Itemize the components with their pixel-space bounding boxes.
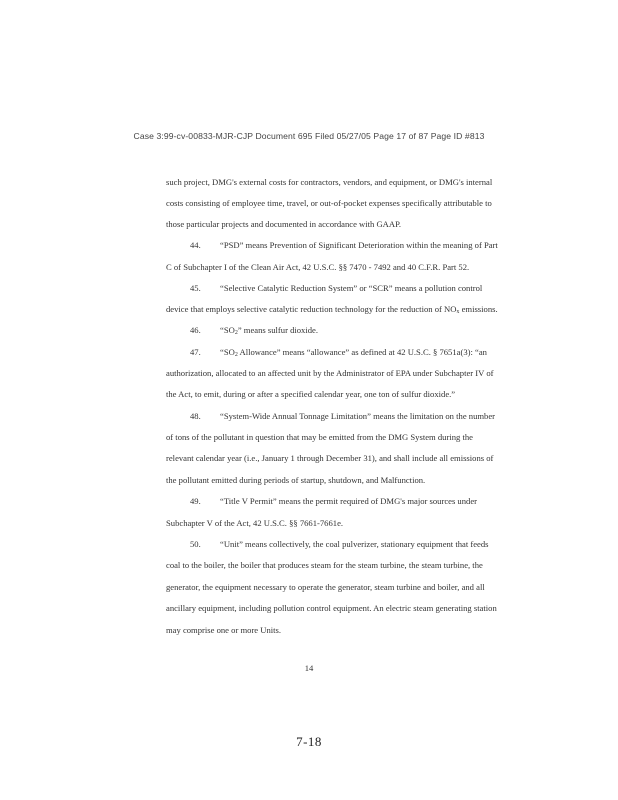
paragraph-45-line-2-text: device that employs selective catalytic reduction technology for the reduction of NO [166, 304, 457, 314]
paragraph-45-line-2-end: emissions. [459, 304, 498, 314]
nox-subscript: x [456, 309, 460, 315]
paragraph-45-line-2 [166, 303, 520, 315]
paragraph-48-line-2: of tons of the pollutant in question that may be emitted from the DMG System during the [166, 432, 473, 442]
exhibit-number: 7-18 [296, 734, 322, 749]
paragraph-47-line-1 [166, 346, 544, 358]
paragraph-50-text: “Unit” means collectively, the coal pulverizer, stationary equipment that feeds [220, 539, 489, 549]
paragraph-46-line-1 [166, 324, 544, 336]
paragraph-48-number: 48. [190, 411, 201, 421]
paragraph-43-line-3: those particular projects and documented in accordance with GAAP. [166, 219, 402, 229]
paragraph-47-text-end: Allowance” means “allowance” as defined at 42 U.S.C. § 7651a(3): “an [237, 347, 487, 357]
paragraph-46-number: 46. [190, 325, 201, 335]
paragraph-44-line-2: C of Subchapter I of the Clean Air Act, 42 U.S.C. §§ 7470 - 7492 and 40 C.F.R. Part 52. [166, 262, 470, 272]
paragraph-46-text: “SO [220, 325, 235, 335]
paragraph-46-text-end: ” means sulfur dioxide. [237, 325, 319, 335]
paragraph-48-line-4: the pollutant emitted during periods of startup, shutdown, and Malfunction. [166, 475, 426, 485]
so2-subscript: 2 [234, 330, 238, 336]
paragraph-50-line-2: coal to the boiler, the boiler that produces steam for the steam turbine, the steam turbine, the [166, 560, 483, 570]
paragraph-49-line-1 [166, 495, 544, 507]
so2-subscript: 2 [234, 352, 238, 358]
paragraph-47-text: “SO [220, 347, 235, 357]
paragraph-47-line-3: the Act, to emit, during or after a specified calendar year, one ton of sulfur dioxide.” [166, 389, 456, 399]
paragraph-49-line-2: Subchapter V of the Act, 42 U.S.C. §§ 7661-7661e. [166, 518, 344, 528]
paragraph-50-line-3: generator, the equipment necessary to operate the generator, steam turbine and boiler, and all [166, 582, 485, 592]
paragraph-48-line-3: relevant calendar year (i.e., January 1 through December 31), and shall include all emissions of [166, 453, 494, 463]
paragraph-50-line-4: ancillary equipment, including pollution control equipment. An electric steam generating station [166, 603, 497, 613]
case-header: Case 3:99-cv-00833-MJR-CJP Document 695 Filed 05/27/05 Page 17 of 87 Page ID #813 [133, 131, 485, 141]
paragraph-50-line-1 [166, 538, 544, 550]
paragraph-44-text: “PSD” means Prevention of Significant Deterioration within the meaning of Part [220, 240, 498, 250]
paragraph-45-number: 45. [190, 283, 201, 293]
paragraph-45-line-1 [166, 282, 544, 294]
paragraph-49-number: 49. [190, 496, 201, 506]
paragraph-48-text: “System-Wide Annual Tonnage Limitation” means the limitation on the number [220, 411, 496, 421]
paragraph-50-line-5: may comprise one or more Units. [166, 625, 282, 635]
paragraph-44-line-1 [166, 239, 544, 251]
page-number: 14 [304, 663, 314, 673]
paragraph-43-line-2: costs consisting of employee time, travel, or out-of-pocket expenses specifically attributable to [166, 198, 492, 208]
paragraph-47-number: 47. [190, 347, 201, 357]
paragraph-45-text: “Selective Catalytic Reduction System” or “SCR” means a pollution control [220, 283, 483, 293]
paragraph-50-number: 50. [190, 539, 201, 549]
paragraph-43-line-1: such project, DMG's external costs for contractors, vendors, and equipment, or DMG's internal [166, 177, 493, 187]
paragraph-49-text: “Title V Permit” means the permit required of DMG's major sources under [220, 496, 478, 506]
paragraph-47-line-2: authorization, allocated to an affected unit by the Administrator of EPA under Subchapter IV of [166, 368, 494, 378]
paragraph-48-line-1 [166, 410, 544, 422]
paragraph-44-number: 44. [190, 240, 201, 250]
